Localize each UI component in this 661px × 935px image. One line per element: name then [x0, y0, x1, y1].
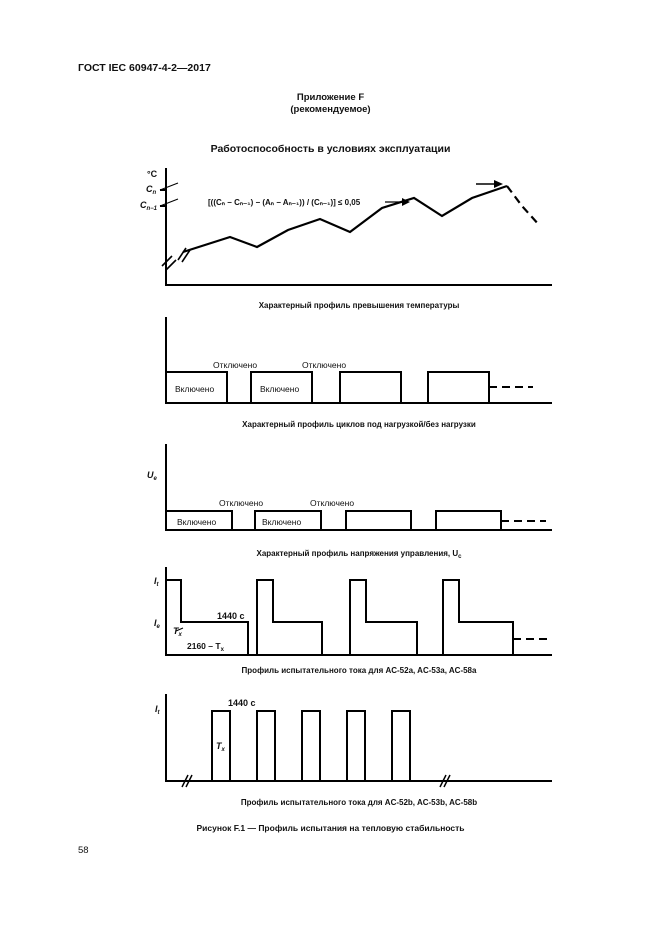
diagram3-caption: Характерный профиль напряжения управления, $U_c$	[256, 549, 462, 560]
tx-label-b: $T_x$	[216, 741, 225, 753]
test-current-b-diagram	[166, 694, 552, 787]
off-label-4: Отключено	[310, 498, 355, 508]
annex-status: (рекомендуемое)	[290, 104, 371, 115]
pulse-b-3	[302, 711, 320, 781]
diagram3-axes	[166, 444, 552, 530]
figure-caption: Рисунок F.1 — Профиль испытания на тепловую стабильность	[196, 823, 465, 833]
diagram5-caption: Профиль испытательного тока для AC-52b, AC-53b, AC-58b	[240, 798, 478, 807]
stability-formula: [((Cₙ − Cₙ₋₁) − (Aₙ − Aₙ₋₁)) / (Cₙ₋₁)] ≤ 0,05	[208, 198, 361, 207]
on-label-4: Включено	[262, 517, 302, 527]
cn-leader	[160, 183, 178, 190]
diagram5-axes	[166, 694, 552, 781]
temperature-profile-diagram	[160, 168, 552, 285]
temperature-curve	[183, 186, 507, 252]
current-profile-3	[350, 580, 417, 655]
on-label-1: Включено	[175, 384, 215, 394]
temperature-cooldown-curve	[507, 186, 540, 226]
off-label-2: Отключено	[302, 360, 347, 370]
diagram2-caption: Характерный профиль циклов под нагрузкой/без нагрузки	[242, 420, 476, 429]
pulse-b-5	[392, 711, 410, 781]
control-voltage-diagram	[166, 444, 552, 530]
on-label-3: Включено	[177, 517, 217, 527]
on-label-2: Включено	[260, 384, 300, 394]
cn-1-leader	[160, 199, 178, 206]
diagram1-caption: Характерный профиль превышения температуры	[258, 301, 460, 310]
annex-title: Приложение F	[296, 92, 365, 103]
page-number: 58	[78, 845, 89, 856]
interval-label: $2160 - T_x$	[187, 641, 224, 653]
duration-label-a: 1440 с	[217, 611, 245, 621]
it-label-a: $I_t$	[154, 576, 159, 588]
load-pulse-3	[340, 372, 401, 403]
tx-label-a: $T_x$	[173, 626, 182, 638]
off-label-3: Отключено	[219, 498, 264, 508]
cn-1-label: $C_{n-1}$	[140, 200, 158, 212]
cn-label: $C_n$	[146, 184, 157, 196]
diagram4-caption: Профиль испытательного тока для AC-52a, AC-53a, AC-58a	[241, 666, 477, 675]
ie-label: $I_e$	[154, 618, 160, 630]
voltage-pulse-3	[346, 511, 411, 530]
current-profile-4	[443, 580, 513, 655]
unit-label: °C	[147, 169, 158, 179]
pulse-b-4	[347, 711, 365, 781]
duration-label-b: 1440 с	[228, 698, 256, 708]
off-label-1: Отключено	[213, 360, 258, 370]
document-header: ГОСТ IEC 60947-4-2—2017	[78, 62, 211, 74]
current-profile-2	[257, 580, 322, 655]
pulse-b-2	[257, 711, 275, 781]
voltage-pulse-4	[436, 511, 501, 530]
load-pulse-4	[428, 372, 489, 403]
ue-label: $U_e$	[147, 470, 157, 482]
it-label-b: $I_t$	[155, 704, 160, 716]
main-title: Работоспособность в условиях эксплуатации	[210, 143, 451, 155]
